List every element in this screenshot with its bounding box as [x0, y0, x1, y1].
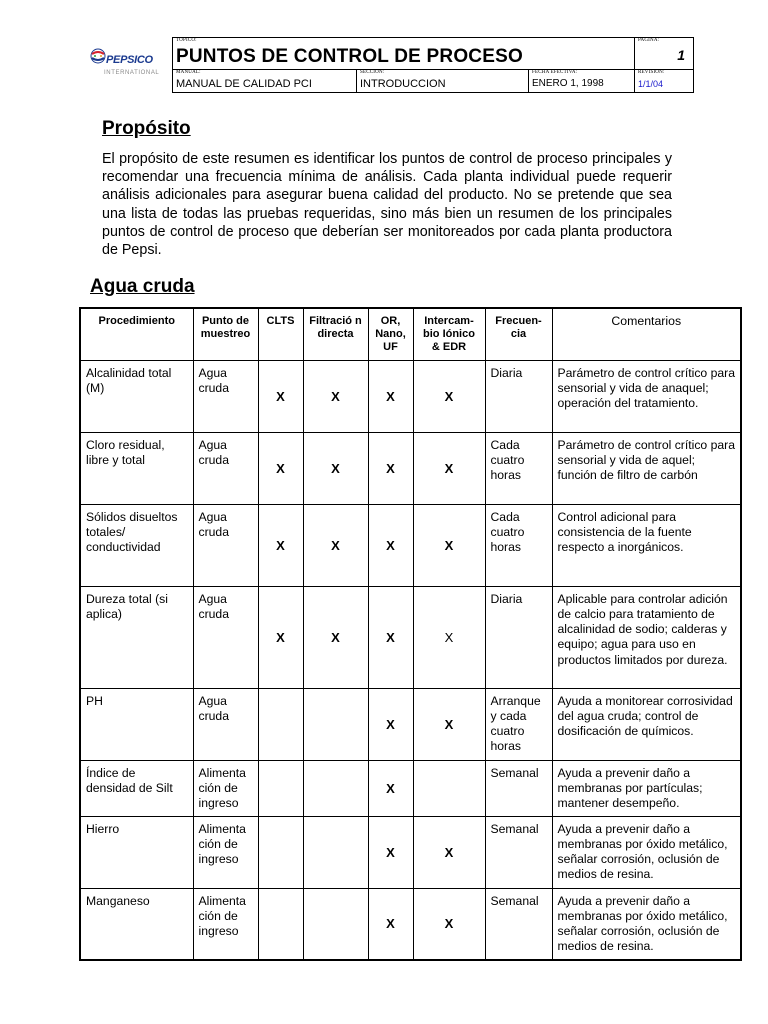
page-number: 1 [677, 47, 685, 63]
cell-intercambio: X [413, 504, 485, 586]
cell-clts [258, 888, 303, 960]
cell-comentarios: Ayuda a monitorear corrosividad del agua cruda; control de dosificación de químicos. [552, 688, 741, 760]
col-header-procedimiento: Procedimiento [80, 308, 193, 360]
cell-intercambio: X [413, 688, 485, 760]
cell-procedimiento: Hierro [80, 816, 193, 888]
logo-subtitle: INTERNATIONAL [104, 70, 160, 76]
cell-filtracion: X [303, 586, 368, 688]
table-row [80, 360, 741, 432]
col-header-frecuencia: Frecuen-cia [485, 308, 552, 360]
cell-frecuencia: Diaria [485, 360, 552, 432]
cell-procedimiento: Sólidos disueltos totales/ conductividad [80, 504, 193, 586]
document-header [172, 37, 694, 93]
cell-frecuencia: Semanal [485, 816, 552, 888]
col-header-or: OR, Nano, UF [368, 308, 413, 360]
cell-comentarios: Parámetro de control crítico para sensorial y vida de anaquel; operación del tratamiento. [552, 360, 741, 432]
cell-filtracion [303, 816, 368, 888]
proposito-heading: Propósito [102, 118, 191, 139]
cell-procedimiento: PH [80, 688, 193, 760]
cell-or: X [368, 816, 413, 888]
cell-filtracion [303, 688, 368, 760]
cell-clts: X [258, 360, 303, 432]
col-header-clts: CLTS [258, 308, 303, 360]
logo-wordmark: PEPSICO [106, 54, 153, 66]
table-row [80, 504, 741, 586]
cell-filtracion: X [303, 360, 368, 432]
cell-comentarios: Ayuda a prevenir daño a membranas por partículas; mantener desempeño. [552, 760, 741, 816]
cell-punto: Agua cruda [193, 586, 258, 688]
cell-intercambio: X [413, 586, 485, 688]
cell-clts: X [258, 432, 303, 504]
section-heading-agua-cruda: Agua cruda [90, 276, 195, 297]
manual-caption: MANUAL: [176, 70, 201, 75]
cell-comentarios: Ayuda a prevenir daño a membranas por óxido metálico, señalar corrosión, oclusión de medios de resina. [552, 888, 741, 960]
cell-frecuencia: Cada cuatro horas [485, 432, 552, 504]
manual-value: MANUAL DE CALIDAD PCI [176, 78, 312, 90]
cell-or: X [368, 432, 413, 504]
cell-comentarios: Aplicable para controlar adición de calcio para tratamiento de alcalinidad de sodio; calderas y equipo; agua para uso en productos limitados por dureza. [552, 586, 741, 688]
cell-frecuencia: Semanal [485, 888, 552, 960]
table-row [80, 888, 741, 960]
col-header-punto: Punto de muestreo [193, 308, 258, 360]
table-row [80, 760, 741, 816]
header-pagina-cell [635, 38, 693, 70]
pagina-caption: PAGINA: [638, 38, 660, 43]
cell-punto: Alimenta ción de ingreso [193, 888, 258, 960]
cell-comentarios: Control adicional para consistencia de la fuente respecto a inorgánicos. [552, 504, 741, 586]
cell-or: X [368, 688, 413, 760]
header-seccion-cell [357, 70, 529, 92]
cell-clts: X [258, 586, 303, 688]
cell-frecuencia: Semanal [485, 760, 552, 816]
cell-filtracion: X [303, 504, 368, 586]
cell-intercambio [413, 760, 485, 816]
table-header-row [80, 308, 741, 360]
cell-procedimiento: Alcalinidad total (M) [80, 360, 193, 432]
header-topico-cell [173, 38, 635, 70]
col-header-filtracion: Filtració n directa [303, 308, 368, 360]
table-row [80, 816, 741, 888]
process-control-table [79, 307, 742, 961]
cell-procedimiento: Índice de densidad de Silt [80, 760, 193, 816]
cell-or: X [368, 360, 413, 432]
cell-frecuencia: Diaria [485, 586, 552, 688]
cell-procedimiento: Dureza total (si aplica) [80, 586, 193, 688]
cell-filtracion [303, 888, 368, 960]
header-revision-cell [635, 70, 693, 92]
cell-intercambio: X [413, 816, 485, 888]
cell-intercambio: X [413, 888, 485, 960]
col-header-comentarios: Comentarios [552, 308, 741, 360]
cell-punto: Alimenta ción de ingreso [193, 816, 258, 888]
cell-filtracion: X [303, 432, 368, 504]
cell-or: X [368, 504, 413, 586]
cell-clts [258, 688, 303, 760]
fecha-caption: FECHA EFECTIVA: [532, 70, 578, 75]
cell-punto: Agua cruda [193, 688, 258, 760]
proposito-paragraph: El propósito de este resumen es identificar los puntos de control de proceso principales y recomendar una frecuencia mínima de análisis. Cada planta individual puede requerir análisis adicionales para asegurar buena calidad del producto. No se pretende que sea una lista de todas las pruebas requeridas, sino más bien un resumen de los principales puntos de control de proceso que deberían ser monitoreados por cada planta productora de Pepsi. [102, 151, 672, 259]
revision-caption: REVISION: [638, 70, 665, 75]
header-manual-cell [173, 70, 357, 92]
document-title: PUNTOS DE CONTROL DE PROCESO [176, 46, 523, 67]
table-row [80, 688, 741, 760]
cell-procedimiento: Cloro residual, libre y total [80, 432, 193, 504]
cell-intercambio: X [413, 432, 485, 504]
topico-caption: TOPICO: [176, 38, 197, 43]
cell-clts: X [258, 504, 303, 586]
table-row [80, 586, 741, 688]
header-fecha-cell [529, 70, 635, 92]
cell-or: X [368, 760, 413, 816]
pepsico-globe-icon [90, 48, 106, 64]
cell-or: X [368, 586, 413, 688]
cell-or: X [368, 888, 413, 960]
cell-comentarios: Ayuda a prevenir daño a membranas por óxido metálico, señalar corrosión, oclusión de medios de resina. [552, 816, 741, 888]
cell-clts [258, 816, 303, 888]
cell-intercambio: X [413, 360, 485, 432]
cell-comentarios: Parámetro de control crítico para sensorial y vida de aquel; función de filtro de carbón [552, 432, 741, 504]
cell-procedimiento: Manganeso [80, 888, 193, 960]
cell-filtracion [303, 760, 368, 816]
cell-frecuencia: Cada cuatro horas [485, 504, 552, 586]
seccion-caption: SECCION: [360, 70, 385, 75]
cell-punto: Alimenta ción de ingreso [193, 760, 258, 816]
seccion-value: INTRODUCCION [360, 78, 446, 90]
revision-value: 1/1/04 [638, 79, 664, 89]
col-header-intercambio: Intercam-bio Iónico & EDR [413, 308, 485, 360]
cell-punto: Agua cruda [193, 504, 258, 586]
cell-punto: Agua cruda [193, 360, 258, 432]
cell-punto: Agua cruda [193, 432, 258, 504]
cell-frecuencia: Arranque y cada cuatro horas [485, 688, 552, 760]
fecha-value: ENERO 1, 1998 [532, 78, 604, 89]
table-row [80, 432, 741, 504]
pepsico-logo [86, 46, 170, 86]
cell-clts [258, 760, 303, 816]
